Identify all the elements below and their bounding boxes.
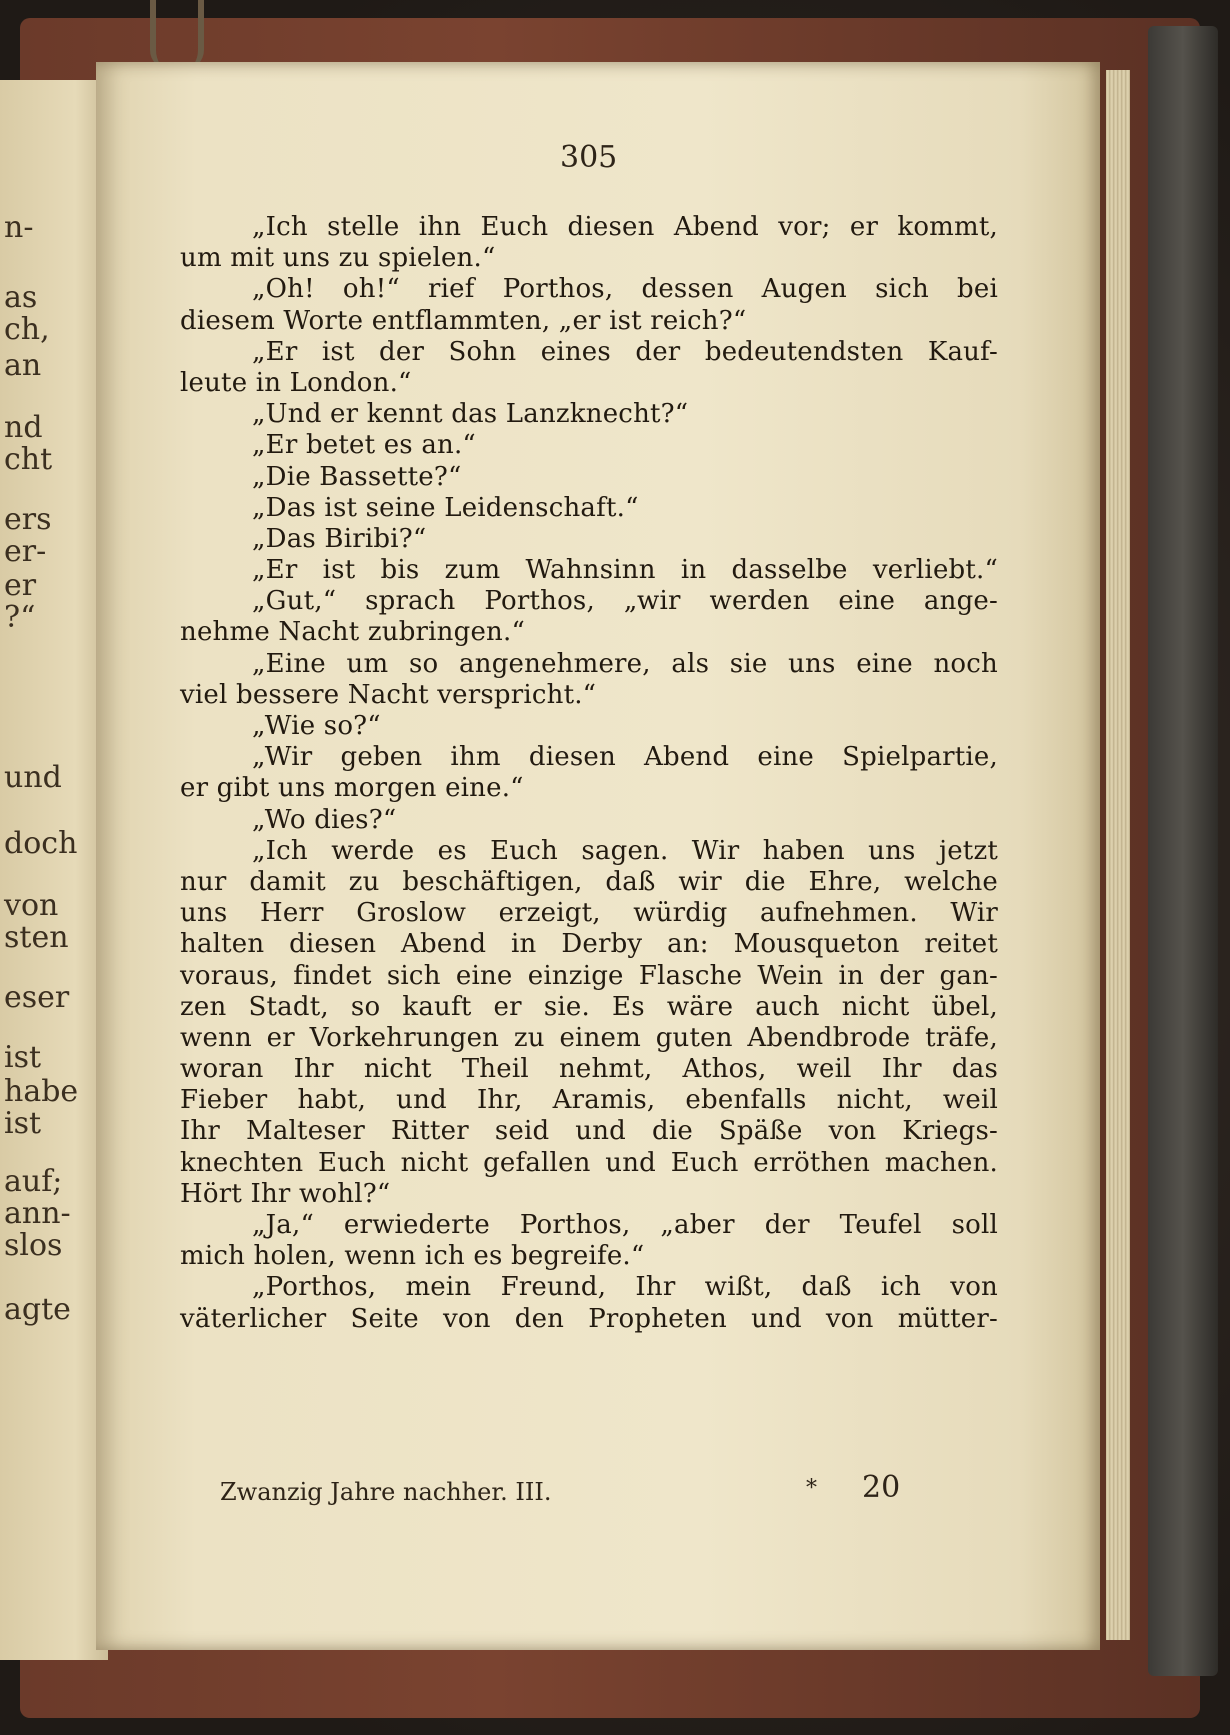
- left-page-fragment: er: [4, 568, 37, 603]
- left-page: [0, 80, 108, 1660]
- text-line: „Ich stelle ihn Euch diesen Abend vor; er kommt,: [252, 212, 998, 242]
- footer-signature: 20: [862, 1470, 901, 1505]
- text-line: Hört Ihr wohl?“: [180, 1178, 391, 1209]
- text-line: „Oh! oh!“ rief Porthos, dessen Augen sich bei: [252, 274, 998, 305]
- text-line: knechten Euch nicht gefallen und Euch erröthen machen.: [180, 1147, 998, 1178]
- left-page-fragment: ?“: [4, 600, 36, 635]
- text-line: „Porthos, mein Freund, Ihr wißt, daß ich von: [252, 1272, 998, 1303]
- text-line: woran Ihr nicht Theil nehmt, Athos, weil Ihr das: [180, 1054, 998, 1085]
- left-page-fragment: cht: [4, 442, 53, 477]
- text-line: uns Herr Groslow erzeigt, würdig aufnehmen. Wir: [180, 898, 998, 929]
- left-page-fragment: er-: [4, 534, 47, 569]
- text-line: „Das Biribi?“: [252, 523, 427, 554]
- left-page-fragment: doch: [4, 826, 78, 861]
- text-line: er gibt uns morgen eine.“: [180, 773, 524, 804]
- page-number: 305: [560, 140, 618, 175]
- binding-string: [150, 0, 204, 70]
- left-page-fragment: ist: [4, 1040, 42, 1075]
- text-line: wenn er Vorkehrungen zu einem guten Abendbrode träfe,: [180, 1022, 998, 1053]
- left-page-fragment: n-: [4, 210, 34, 245]
- text-line: viel bessere Nacht verspricht.“: [180, 679, 597, 710]
- text-line: voraus, findet sich eine einzige Flasche Wein in der gan-: [180, 960, 998, 991]
- text-line: „Und er kennt das Lanzknecht?“: [252, 399, 689, 430]
- footer-star: *: [806, 1476, 817, 1501]
- book-cover-edge: [1148, 26, 1218, 1676]
- left-page-fragment: und: [4, 760, 62, 795]
- body-text: [180, 212, 998, 1335]
- left-page-fragment: auf;: [4, 1164, 63, 1199]
- text-line: Fieber habt, und Ihr, Aramis, ebenfalls nicht, weil: [180, 1085, 998, 1116]
- text-line: „Die Bassette?“: [252, 461, 462, 492]
- left-page-fragment: nd: [4, 410, 43, 445]
- left-page-fragment: habe: [4, 1074, 79, 1109]
- text-line: um mit uns zu spielen.“: [180, 243, 496, 274]
- left-page-fragment: ist: [4, 1106, 42, 1141]
- text-line: „Wo dies?“: [252, 804, 397, 835]
- left-page-fragment: sten: [4, 920, 69, 955]
- text-line: „Er ist bis zum Wahnsinn in dasselbe verliebt.“: [252, 555, 998, 586]
- text-line: Ihr Malteser Ritter seid und die Späße von Kriegs-: [180, 1116, 998, 1147]
- left-page-fragment: slos: [4, 1228, 63, 1263]
- text-line: „Wir geben ihm diesen Abend eine Spielpartie,: [252, 742, 998, 773]
- left-page-fragment: agte: [4, 1292, 71, 1327]
- text-line: „Das ist seine Leidenschaft.“: [252, 492, 639, 523]
- text-line: „Eine um so angenehmere, als sie uns eine noch: [252, 648, 998, 679]
- text-line: diesem Worte entflammten, „er ist reich?“: [180, 305, 747, 336]
- left-page-fragment: ch,: [4, 312, 50, 347]
- text-line: leute in London.“: [180, 367, 412, 398]
- text-line: „Gut,“ sprach Porthos, „wir werden eine ange-: [252, 586, 998, 617]
- left-page-fragment: an: [4, 348, 42, 383]
- left-page-fragment: ann-: [4, 1196, 71, 1231]
- left-page-fragment: eser: [4, 980, 70, 1015]
- text-line: zen Stadt, so kauft er sie. Es wäre auch nicht übel,: [180, 991, 998, 1022]
- text-line: nur damit zu beschäftigen, daß wir die Ehre, welche: [180, 866, 998, 897]
- text-line: „Ja,“ erwiederte Porthos, „aber der Teufel soll: [252, 1210, 998, 1240]
- text-line: mich holen, wenn ich es begreife.“: [180, 1241, 645, 1272]
- page-edges: [1106, 70, 1130, 1640]
- text-line: „Ich werde es Euch sagen. Wir haben uns jetzt: [252, 835, 998, 866]
- text-line: „Wie so?“: [252, 711, 381, 741]
- left-page-fragment: ers: [4, 502, 52, 537]
- left-page-fragment: von: [4, 888, 59, 923]
- text-line: halten diesen Abend in Derby an: Mousqueton reitet: [180, 929, 998, 960]
- footer-title: Zwanzig Jahre nachher. III.: [220, 1478, 552, 1506]
- text-line: „Er ist der Sohn eines der bedeutendsten Kauf-: [252, 336, 998, 367]
- text-line: väterlicher Seite von den Propheten und von mütter-: [180, 1303, 998, 1334]
- text-line: „Er betet es an.“: [252, 430, 476, 461]
- text-line: nehme Nacht zubringen.“: [180, 617, 525, 648]
- left-page-fragment: as: [4, 280, 38, 315]
